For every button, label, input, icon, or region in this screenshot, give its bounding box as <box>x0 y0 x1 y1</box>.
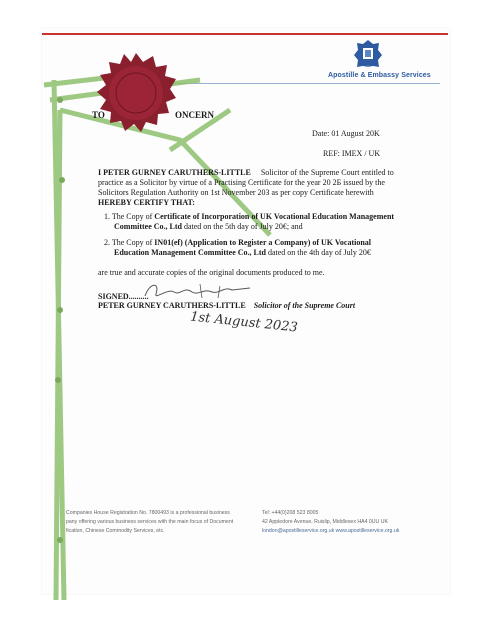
wax-seal-icon <box>95 52 177 134</box>
footer-address: 42 Appledore Avenue, Ruislip, Middlesex HA4 0UU UK <box>262 519 388 525</box>
body-line-3: Solicitors Regulation Authority on 1st November 20З as per copy Certificate herewith <box>98 188 374 197</box>
item-1-title: Certificate of Incorporation of UK Vocational Education Management <box>154 212 395 221</box>
heading-concern: ONCERN <box>175 110 215 120</box>
footer-left-1: Companies House Registration No. 7800493 is a professional business <box>66 510 230 516</box>
date-line: Date: 01 August 20K <box>312 129 380 138</box>
brand-name: Apostille & Embassy Services <box>328 72 431 79</box>
crest-logo-icon <box>351 38 385 70</box>
item-1-prefix: 1. The Copy of <box>104 212 153 221</box>
body-line-1: Solicitor of the Supreme Court entitled to <box>260 168 394 177</box>
closing-line: are true and accurate copies of the original documents produced to me. <box>98 268 325 277</box>
item-2-date: dated on the 4th day of July 20€ <box>267 248 371 257</box>
signatory-title: Solicitor of the Supreme Court <box>253 301 356 310</box>
handwritten-date: 1st August 2023 <box>189 309 299 336</box>
header-rule <box>42 33 448 35</box>
footer-left-3: fication, Chinese Commodity Services, etc. <box>66 528 165 534</box>
certify-heading: HEREBY CERTIFY THAT: <box>98 198 195 207</box>
item-1-date: dated on the 5th day of July 20€; and <box>183 222 303 231</box>
footer-contact: london@apostilleservice.org.uk www.apostilleservice.org.uk <box>262 528 400 534</box>
ref-line: REF: IMEX / UK <box>323 149 381 158</box>
footer-left-2: pany offering various business services with the main focus of Document <box>66 519 234 525</box>
item-2-title: IN01(ef) (Application to Register a Company) of UK Vocational <box>154 238 372 247</box>
footer-tel: Tel: +44(0)208 523 8005 <box>262 510 319 516</box>
solicitor-name: I PETER GURNEY CARUTHERS-LITTLE <box>98 168 251 177</box>
body-line-2: practice as a Solicitor by virtue of a Practising Certificate for the year 20 2Б issued by the <box>98 178 385 187</box>
item-1-company: Committee Co., Ltd <box>114 222 182 231</box>
signed-label: SIGNED.......... <box>98 292 149 301</box>
signature-scribble-icon <box>140 280 260 302</box>
heading-to: TO <box>92 110 105 120</box>
item-2-prefix: 2. The Copy of <box>104 238 153 247</box>
item-2-company: Education Management Committee Co., Ltd <box>114 248 266 257</box>
signatory-name: PETER GURNEY CARUTHERS-LITTLE <box>98 301 246 310</box>
